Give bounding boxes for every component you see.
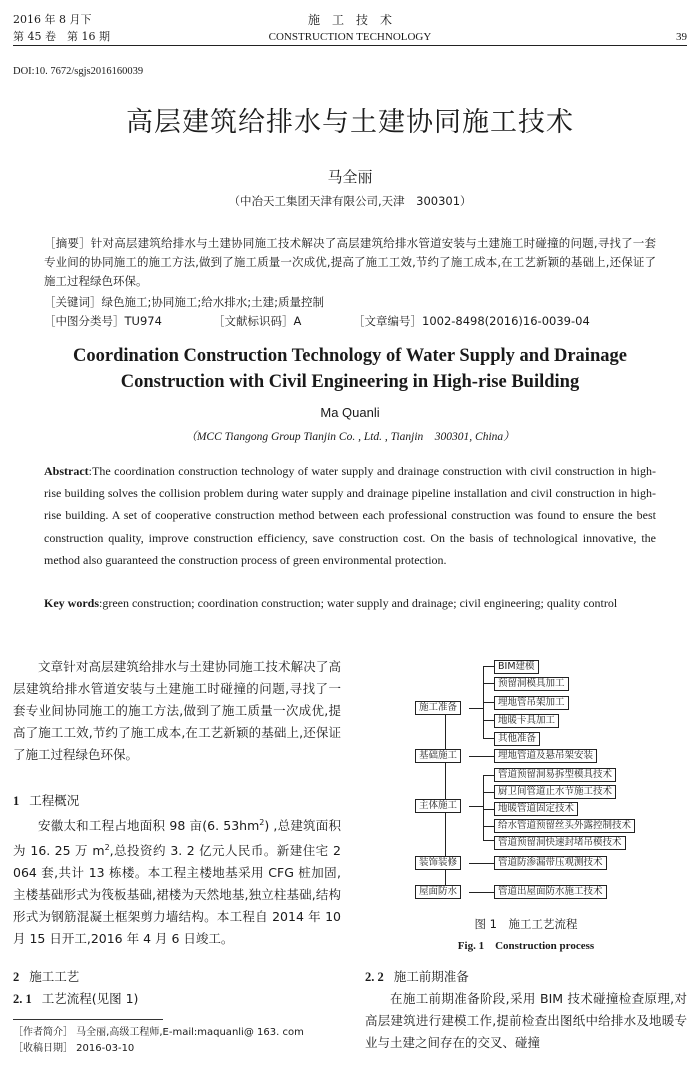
stage-box: 装饰装修 [415, 856, 461, 870]
author-cn: 马全丽 [327, 168, 373, 186]
keywords-cn-text: 绿色施工;协同施工;给水排水;土建;质量控制 [101, 295, 324, 309]
flow-item: 管道防渗漏带压观测技术 [494, 856, 607, 870]
title-en: Coordination Construction Technology of Water Supply and Drainage Construction with Civil Engineering in High-rise Building [73, 346, 627, 392]
process-flowchart [365, 660, 687, 905]
section-2-2-heading: 2. 2 施工前期准备 [365, 969, 469, 984]
journal-name-cn: 施 工 技 术 [307, 13, 392, 27]
flow-item: 地暖卡具加工 [494, 714, 559, 728]
footnote-rule [13, 1019, 163, 1020]
title-cn: 高层建筑给排水与土建协同施工技术 [126, 107, 574, 138]
flow-item: 其他准备 [494, 732, 540, 746]
flow-item: 给水管道预留丝头外露控制技术 [494, 819, 635, 833]
keywords-en [44, 592, 656, 614]
article-number: ［文章编号］1002-8498(2016)16-0039-04 [353, 314, 590, 328]
abstract-cn-label: ［摘要］ [44, 236, 91, 250]
keywords-en-label: Key words [44, 596, 99, 610]
volume-issue: 第 45 卷 第 16 期 [13, 30, 110, 43]
abstract-en [44, 460, 656, 571]
abstract-cn-text: 针对高层建筑给排水与土建协同施工技术解决了高层建筑给排水管道安装与土建施工时碰撞的问题,寻找了一套专业间的协同施工的施工方法,做到了施工质量一次成优,提高了施工工效,节约了施工成本,在工艺新颖的基础上,还保证了施工过程绿色环保。 [44, 236, 656, 288]
flow-item: 管道预留洞快速封堵吊模技术 [494, 836, 626, 850]
flow-item: 地暖管道固定技术 [494, 802, 578, 816]
figure-caption-en: Fig. 1 Construction process [457, 940, 595, 952]
footnote-author: ［作者简介］ 马全丽,高级工程师,E-mail:maquanli@ 163. com [13, 1027, 304, 1038]
footnote-received: ［收稿日期］ 2016-03-10 [13, 1043, 135, 1054]
doi: DOI:10. 7672/sgjs2016160039 [13, 66, 144, 77]
abstract-en-text: :The coordination construction technology of water supply and drainage construction with civil construction in high-rise building solves the collision problem during water supply and drainage pipeline installation and civil construction in high-rise building. A set of cooperative construction method between each professional construction was found to ensure the best construction quality, improve construction efficiency, save construction cost. On the basis of technological innovative, the method also guaranteed the construction process of green environmental protection. [44, 464, 656, 567]
issue-date: 2016 年 8 月下 [13, 13, 92, 26]
flow-item: 厨卫间管道止水节施工技术 [494, 785, 616, 799]
flow-item: 管道出屋面防水施工技术 [494, 885, 607, 899]
flow-item: 管道预留洞易拆型模具技术 [494, 768, 616, 782]
section-2-2-paragraph: 在施工前期准备阶段,采用 BIM 技术碰撞检查原理,对高层建筑进行建模工作,提前检查出图纸中给排水及地暖专业与土建之间存在的交叉、碰撞 [365, 991, 687, 1050]
stage-box: 屋面防水 [415, 885, 461, 899]
keywords-en-text: :green construction; coordination construction; water supply and drainage; civil engineering; quality control [99, 596, 618, 610]
document-code: ［文献标识码］A [213, 314, 302, 328]
clc-number: ［中图分类号］TU974 [44, 314, 162, 328]
abstract-cn [44, 234, 656, 291]
stage-box: 基础施工 [415, 749, 461, 763]
stage-box: 主体施工 [415, 799, 461, 813]
section-1-heading: 1 工程概况 [13, 793, 80, 808]
flow-item: 埋地管吊架加工 [494, 696, 569, 710]
journal-name-en: CONSTRUCTION TECHNOLOGY [268, 31, 432, 43]
flow-item: BIM建模 [494, 660, 539, 674]
section-1-paragraph: 安徽太和工程占地面积 98 亩(6. $53hm^2$) ,总建筑面积为 16. 25 万 $m^2$,总投资约 3. 2 亿元人民币。新建住宅 2 064 套,共计 13 栋楼。本工程主楼地基采用 CFG 桩加固,主楼基础形式为筏板基础,裙楼为天然地基,独立柱基础,结构形式为钢筋混凝土框架剪力墙结构。本工程自 2014 年 10 月 15 日开工,2016 年 4 月 6 日竣工。 [13, 818, 341, 947]
page-number: 39 [676, 31, 687, 43]
keywords-cn [44, 293, 656, 312]
intro-paragraph: 文章针对高层建筑给排水与土建协同施工技术解决了高层建筑给排水管道安装与土建施工时碰撞的问题,寻找了一套专业间协同施工的施工方法,做到了施工质量一次成优,提高了施工工效,节约了施工成本,在工艺新颖的基础上,还保证了施工过程绿色环保。 [13, 659, 341, 762]
flow-item: 埋地管道及悬吊架安装 [494, 749, 597, 763]
flow-item: 预留洞模具加工 [494, 677, 569, 691]
header-rule [13, 45, 687, 46]
section-2-1-heading: 2. 1 工艺流程(见图 1) [13, 991, 139, 1006]
figure-caption-cn: 图 1 施工工艺流程 [474, 917, 578, 931]
keywords-cn-label: ［关键词］ [44, 295, 102, 309]
affiliation-cn: （中冶天工集团天津有限公司,天津 300301） [228, 194, 472, 208]
section-2-heading: 2 施工工艺 [13, 969, 80, 984]
stage-box: 施工准备 [415, 701, 461, 715]
affiliation-en: （MCC Tiangong Group Tianjin Co. , Ltd. , Tianjin 300301, China） [185, 431, 515, 443]
abstract-en-label: Abstract [44, 464, 89, 478]
author-en: Ma Quanli [320, 405, 380, 420]
